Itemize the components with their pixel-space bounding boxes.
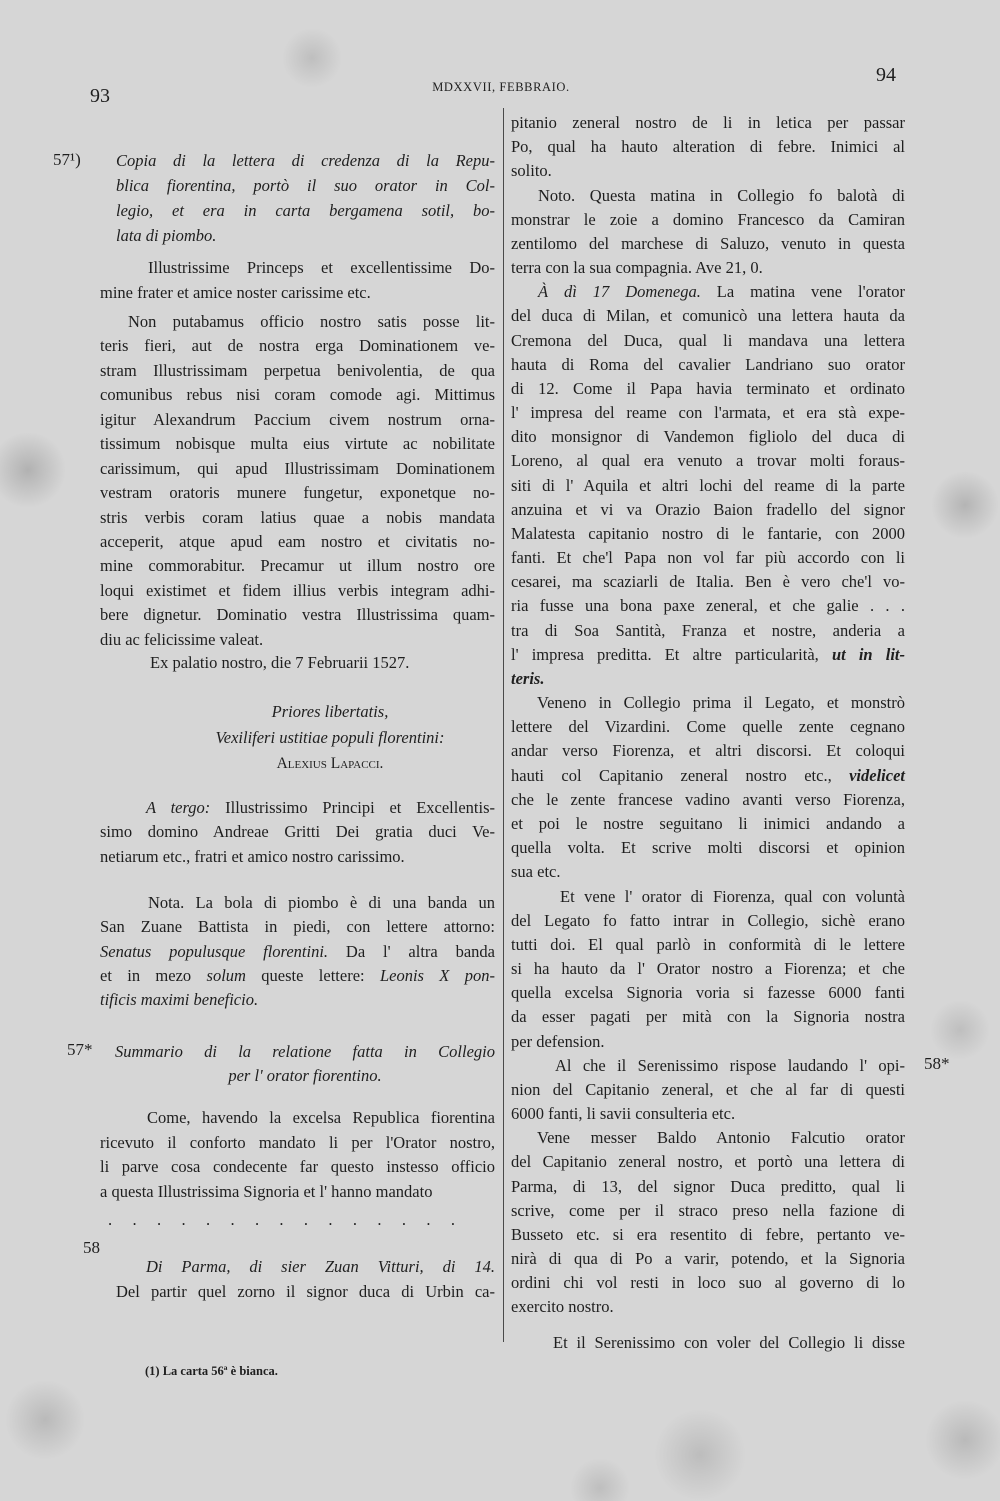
- text-segment: Di Parma, di sier Zuan Vitturi, di 14.: [146, 1257, 495, 1276]
- text-line: [511, 933, 905, 957]
- text-line: [100, 310, 495, 334]
- text-segment: Et vene l' orator di Fiorenza, qual con voluntà: [560, 886, 905, 906]
- text-line: [511, 449, 905, 473]
- seal-note: [100, 891, 495, 1012]
- text-segment: comunibus rebus nisi coram comode agi. Mittimus: [100, 385, 495, 405]
- text-segment: terra con la sua compagnia. Ave 21, 0.: [511, 258, 763, 278]
- text-segment: legio, et era in carta bergamena sotil, bo-: [116, 201, 495, 220]
- text-segment: Non putabamus officio nostro satis posse lit-: [128, 312, 495, 331]
- text-line: [116, 1280, 495, 1304]
- text-segment: mine commorabitur. Precamur ut illum nostro ore: [100, 556, 495, 576]
- text-line: [115, 1040, 495, 1064]
- text-segment: del Legato fo fatto intrar in Collegio, sichè erano: [511, 910, 905, 930]
- text-line: [100, 530, 495, 554]
- text-line: [100, 940, 495, 964]
- text-segment: l' impresa del reame con l'armata, et era stà expe-: [511, 403, 905, 423]
- text-segment: carissimum, qui apud Illustrissimam Dominationem: [100, 458, 495, 478]
- text-segment: Noto. Questa matina in Collegio fo balotà di: [538, 185, 905, 205]
- paragraph-legato: [511, 691, 905, 884]
- text-line: [511, 1005, 905, 1029]
- text-line: [100, 256, 495, 281]
- text-line: [100, 891, 495, 915]
- column-divider: [503, 108, 504, 1342]
- text-segment: vestram oratoris munere fungetur, exponetque no-: [100, 483, 495, 503]
- text-line: [165, 751, 495, 777]
- text-segment: Come, havendo la excelsa Republica fiorentina: [147, 1108, 495, 1127]
- text-segment: stris verbis coram latius quae a nobis mandata: [100, 507, 495, 527]
- text-line: [511, 1223, 905, 1247]
- paragraph-orator-fiorenza: [511, 885, 905, 1054]
- text-segment: anzuina et vi va Orazio Baion fradello del signor: [511, 499, 905, 519]
- text-segment: Parma, di 13, del signor Duca preditto, qual li: [511, 1176, 905, 1196]
- text-segment: lata di piombo.: [116, 226, 217, 245]
- text-line: [165, 699, 495, 725]
- text-segment: stram Illustrissimam perpetua benivolentia, de qua: [100, 360, 495, 380]
- text-line: [100, 1106, 495, 1131]
- text-segment: Nota. La bola di piombo è di una banda un: [148, 893, 495, 912]
- text-segment: li parve cosa condecente far questo instesso officio: [100, 1157, 495, 1177]
- text-segment: simo domino Andreae Gritti Dei gratia duci Ve-: [100, 822, 495, 842]
- omission-ellipsis: [108, 1208, 455, 1232]
- emphasized-text: teris.: [511, 668, 545, 688]
- text-segment: Po, qual ha hauto alteration di febre. Inimici al: [511, 137, 905, 157]
- text-line: [511, 594, 905, 618]
- text-segment: acceperit, atque apud eam nostro et civitatis no-: [100, 531, 495, 551]
- text-segment: mine frater et amice noster carissime etc.: [100, 282, 371, 302]
- text-segment: tutti doi. El qual parlò in conformità di le lettere: [511, 934, 905, 954]
- text-line: [511, 788, 905, 812]
- running-title: MDXXVII, FEBBRAIO.: [432, 80, 570, 94]
- emphasized-text: videlicet: [849, 765, 905, 785]
- emphasized-text: tificis maximi beneficio.: [100, 990, 259, 1009]
- margin-note-58-star: 58*: [924, 1054, 950, 1073]
- right-column: [511, 111, 905, 1320]
- text-line: [511, 643, 905, 667]
- text-line: [100, 334, 495, 358]
- text-segment: Busseto etc. si era resentito di febre, pertanto ve-: [511, 1224, 905, 1244]
- text-line: [511, 570, 905, 594]
- text-line: [511, 957, 905, 981]
- text-segment: monstrar le zoie a domino Francesco da Camiran: [511, 209, 905, 229]
- text-line: [511, 135, 905, 159]
- margin-note-57-star: 57*: [67, 1040, 93, 1059]
- paragraph-noto: [511, 184, 905, 281]
- text-line: [511, 885, 905, 909]
- text-line: [100, 579, 495, 603]
- text-line: [100, 554, 495, 578]
- text-line: [511, 1295, 905, 1319]
- text-segment: Illustrissimo Principi et Excellentis-: [210, 798, 496, 817]
- text-segment: andar verso Fiorenza, et altri discorsi. Et coloqui: [511, 741, 905, 761]
- margin-note-57: 57¹): [53, 150, 81, 169]
- text-line: [115, 1064, 495, 1088]
- emphasized-text: À dì 17 Domenega.: [538, 282, 701, 302]
- text-line: [511, 546, 905, 570]
- text-segment: Loreno, al qual era venuto a trovar molti foraus-: [511, 451, 905, 471]
- text-segment: 6000 fanti, li savii consulteria etc.: [511, 1104, 736, 1124]
- text-segment: . . . . . . . . . . . . . . .: [108, 1210, 455, 1229]
- text-segment: solito.: [511, 161, 552, 181]
- text-line: [511, 1247, 905, 1271]
- letter-address: [100, 796, 495, 869]
- text-line: [511, 909, 905, 933]
- text-segment: bere dignetur. Dominatio vestra Illustrissima quam-: [100, 605, 495, 625]
- text-line: [116, 198, 495, 223]
- text-segment: diu ac felicissime valeat.: [100, 629, 264, 649]
- text-segment: Priores libertatis,: [271, 702, 389, 721]
- text-segment: zentilomo del marchese di Saluzo, venuto in questa: [511, 233, 905, 253]
- text-line: [116, 223, 495, 248]
- text-line: [511, 1199, 905, 1223]
- letter-dateline: [100, 651, 495, 675]
- text-segment: cesarei, ma scaziarli de Italia. Ben è vero che'l vo-: [511, 572, 905, 592]
- text-line: [511, 1030, 905, 1054]
- text-segment: Et il Serenissimo con voler del Collegio li disse: [553, 1333, 905, 1352]
- text-line: [100, 603, 495, 627]
- text-segment: l' impresa preditta. Et altre particularità,: [511, 644, 832, 664]
- text-line: [100, 432, 495, 456]
- text-segment: Alexius Lapacci.: [276, 755, 384, 772]
- text-line: [511, 353, 905, 377]
- text-line: [100, 408, 495, 432]
- text-segment: Ex palatio nostro, die 7 Februarii 1527.: [150, 653, 410, 672]
- text-segment: che le zente francese vadino avanti verso Fiorenza,: [511, 789, 905, 809]
- text-line: [100, 1180, 495, 1205]
- text-segment: scrive, come per il straco preso nella fazione di: [511, 1200, 905, 1220]
- text-segment: teris fieri, aut de nostra erga Dominationem ve-: [100, 336, 495, 356]
- text-segment: fanti. Et che'l Papa non vol far più accordo con li: [511, 548, 905, 568]
- page-number-right: 94: [876, 64, 896, 86]
- text-line: [100, 915, 495, 939]
- text-segment: Vexiliferi ustitiae populi florentini:: [215, 728, 445, 747]
- text-segment: pitanio zeneral nostro de li in letica per passar: [511, 113, 905, 132]
- emphasized-text: Leonis X pon-: [379, 965, 495, 985]
- summary-heading: [115, 1040, 495, 1088]
- letter-body: [100, 310, 495, 652]
- text-line: [100, 988, 495, 1012]
- text-segment: queste lettere:: [245, 965, 380, 985]
- margin-note-58: 58: [83, 1238, 100, 1257]
- text-segment: lettere del Vizardini. Come quelle zente cegnano: [511, 717, 905, 737]
- page-number-left: 93: [90, 85, 110, 107]
- text-line: [511, 739, 905, 763]
- text-line: [511, 1175, 905, 1199]
- text-segment: hauta di Roma del cavalier Landriano suo orator: [511, 354, 905, 374]
- text-line: [511, 981, 905, 1005]
- text-line: [511, 280, 905, 304]
- emphasized-text: solum: [206, 965, 246, 985]
- text-line: [100, 457, 495, 481]
- text-segment: igitur Alexandrum Paccium civem nostrum orna-: [100, 409, 495, 429]
- text-line: [511, 667, 905, 691]
- text-line: [511, 1102, 905, 1126]
- text-segment: tra di Soa Santità, Franza et nostre, anderia a: [511, 620, 905, 640]
- text-segment: hauti col Capitanio zeneral nostro etc.,: [511, 765, 850, 785]
- text-segment: ria fusse una bona paxe zeneral, et che galie . . .: [511, 596, 905, 616]
- parma-letter-heading: [146, 1255, 495, 1279]
- text-segment: quella excelsa Signoria voria si fazesse 6000 fanti: [511, 983, 905, 1003]
- text-segment: loqui existimet et fidem illius verbis integram adhi-: [100, 580, 495, 600]
- text-line: [511, 1078, 905, 1102]
- text-line: [100, 481, 495, 505]
- text-line: [511, 522, 905, 546]
- text-line: [511, 860, 905, 884]
- text-line: [511, 329, 905, 353]
- text-line: [511, 425, 905, 449]
- parma-letter-body: [116, 1280, 495, 1304]
- text-line: [511, 184, 905, 208]
- text-line: [511, 691, 905, 715]
- text-segment: Malatesta capitanio nostro di le fantarie, con 2000: [511, 523, 905, 543]
- emphasized-text: A tergo:: [146, 798, 211, 817]
- text-segment: ordini chi vol resti in loco suo al governo di lo: [511, 1273, 905, 1293]
- text-line: [511, 715, 905, 739]
- paragraph-serenissimo-reply: [511, 1054, 905, 1127]
- text-segment: Cremona del Duca, qual li mandava una lettera: [511, 330, 905, 350]
- text-line: [511, 159, 905, 183]
- text-line: [100, 383, 495, 407]
- text-line: [511, 1271, 905, 1295]
- letter-heading: [116, 148, 495, 248]
- text-segment: blica fiorentina, portò il suo orator in Col-: [116, 176, 495, 195]
- paragraph-domenega-17: [511, 280, 905, 691]
- text-line: [100, 820, 495, 844]
- summary-body: [100, 1106, 495, 1204]
- letter-signature: [165, 699, 495, 777]
- text-line: [116, 173, 495, 198]
- text-line: [511, 304, 905, 328]
- text-line: [100, 651, 495, 675]
- text-line: [146, 1255, 495, 1279]
- text-segment: Copia di la lettera di credenza di la Repu-: [116, 151, 495, 170]
- text-segment: Veneno in Collegio prima il Legato, et monstrò: [537, 693, 905, 713]
- text-segment: et poi le nostre seguitano li inimici andando a: [511, 813, 905, 833]
- text-segment: Al che il Serenissimo rispose laudando l' opi-: [555, 1055, 905, 1075]
- text-line: [100, 845, 495, 869]
- text-line: [511, 401, 905, 425]
- text-line: [511, 208, 905, 232]
- emphasized-text: Senatus populusque florentini.: [100, 941, 329, 961]
- text-segment: a questa Illustrissima Signoria et l' hanno mandato: [100, 1181, 433, 1201]
- text-segment: quella volta. Et scrive molti discorsi et opinion: [511, 838, 905, 858]
- text-line: [511, 1054, 905, 1078]
- paragraph-parma-continuation: [511, 111, 905, 184]
- text-line: [511, 1331, 905, 1355]
- text-segment: netiarum etc., fratri et amico nostro carissimo.: [100, 846, 405, 866]
- text-segment: da esser pagati per mità con la Signoria nostra: [511, 1007, 905, 1027]
- text-line: [511, 1150, 905, 1174]
- text-line: [511, 619, 905, 643]
- text-segment: Summario di la relatione fatta in Collegio: [115, 1042, 495, 1061]
- text-segment: per defension.: [511, 1031, 605, 1051]
- text-segment: Illustrissime Princeps et excellentissime Do-: [148, 258, 495, 277]
- text-line: [511, 474, 905, 498]
- emphasized-text: ut in lit-: [831, 644, 905, 664]
- text-line: [511, 256, 905, 280]
- text-segment: Vene messer Baldo Antonio Falcutio orator: [537, 1128, 905, 1148]
- footnote: (1) La carta 56ª è bianca.: [145, 1364, 278, 1378]
- text-segment: San Zuane Battista in piedi, con lettere attorno:: [100, 917, 495, 937]
- text-line: [100, 1131, 495, 1156]
- text-segment: La matina vene l'orator: [700, 282, 905, 302]
- text-line: [108, 1208, 455, 1232]
- letter-salutation: [100, 256, 495, 305]
- text-line: [511, 111, 905, 135]
- text-segment: del Capitanio zeneral nostro, et portò una lettera di: [511, 1152, 905, 1172]
- text-segment: siti di l' Aquila et altri lochi del reame di la parte: [511, 475, 905, 495]
- text-segment: nion del Capitanio zeneral, et che al far di questi: [511, 1079, 905, 1099]
- text-segment: sua etc.: [511, 862, 561, 882]
- text-segment: si ha hauto da l' Orator nostro a Fiorenza; et che: [511, 959, 905, 979]
- text-line: [511, 1126, 905, 1150]
- text-segment: et in mezo: [100, 965, 207, 985]
- text-segment: exercito nostro.: [511, 1297, 614, 1317]
- text-segment: nirà di qua di Po a varir, potendo, et la Signoria: [511, 1249, 905, 1269]
- text-segment: di 12. Come il Papa havia terminato et ordinato: [511, 378, 905, 398]
- text-line: [511, 232, 905, 256]
- text-segment: Da l' altra banda: [328, 941, 495, 961]
- text-line: [100, 964, 495, 988]
- paragraph-falcutio: [511, 1126, 905, 1319]
- text-line: [165, 725, 495, 751]
- text-line: [511, 836, 905, 860]
- text-line: [511, 764, 905, 788]
- text-line: [100, 359, 495, 383]
- text-line: [116, 148, 495, 173]
- text-segment: tissimum nobisque multa eius virtute ac nobilitate: [100, 434, 495, 454]
- text-segment: del duca di Milan, et comunicò una lettera hauta da: [511, 306, 905, 326]
- text-line: [100, 796, 495, 820]
- text-line: [100, 628, 495, 652]
- text-line: [100, 281, 495, 306]
- text-line: [511, 377, 905, 401]
- text-segment: Del partir quel zorno il signor duca di Urbin ca-: [116, 1282, 495, 1301]
- text-line: [100, 506, 495, 530]
- text-line: [511, 498, 905, 522]
- paragraph-closing: [511, 1331, 905, 1355]
- text-line: [100, 1155, 495, 1180]
- text-segment: dito monsignor di Vandemon figliolo del duca di: [511, 427, 905, 447]
- text-segment: per l' orator fiorentino.: [228, 1066, 382, 1085]
- text-segment: ricevuto il conforto mandato li per l'Orator nostro,: [100, 1132, 495, 1152]
- text-line: [511, 812, 905, 836]
